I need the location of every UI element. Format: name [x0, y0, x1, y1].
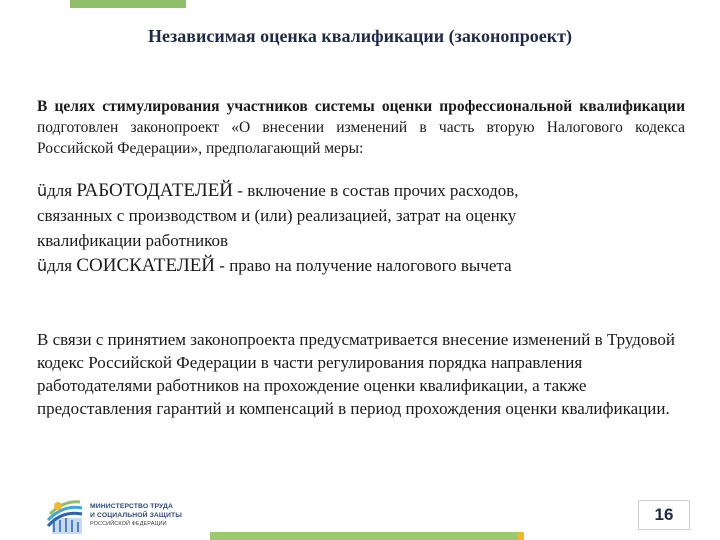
ministry-line1: МИНИСТЕРСТВО ТРУДА — [90, 503, 173, 510]
conclusion-paragraph: В связи с принятием законопроекта предусматривается внесение изменений в Трудовой кодекс Российской Федерации в части регулирования порядка направления работодателями работников на прохождение оценки квалификации, а также предоставления гарантий и компенсаций в период прохождения оценки квалификации. — [37, 330, 675, 418]
measure-employers-line3: квалификации работников — [37, 231, 229, 250]
measure-target: СОИСКАТЕЛЕЙ — [76, 255, 216, 276]
measures-list — [37, 178, 687, 278]
bottom-accent-bar — [210, 532, 518, 540]
checkmark-icon: ü — [37, 256, 48, 275]
ministry-line3: РОССИЙСКОЙ ФЕДЕРАЦИИ — [90, 521, 167, 527]
intro-lead: В целях стимулирования участников системы оценки профессиональной квалификации — [37, 98, 685, 115]
bottom-accent-marker — [518, 532, 524, 540]
measure-text: - право на получение налогового вычета — [215, 256, 512, 275]
measure-prefix: для — [47, 256, 77, 275]
top-accent-bar — [70, 0, 186, 8]
ministry-line2: И СОЦИАЛЬНОЙ ЗАЩИТЫ — [90, 512, 182, 519]
measure-text: - включение в состав прочих расходов, — [233, 181, 519, 200]
ministry-name — [90, 502, 230, 529]
measure-prefix: для — [47, 181, 77, 200]
page-number: 16 — [638, 500, 690, 530]
measure-employers-line2: связанных с производством и (или) реализацией, затрат на оценку — [37, 206, 517, 225]
intro-paragraph — [37, 96, 685, 159]
ministry-logo-icon — [44, 496, 86, 536]
measure-target: РАБОТОДАТЕЛЕЙ — [76, 180, 234, 201]
slide-title: Независимая оценка квалификации (законопроект) — [148, 26, 572, 46]
measure-employers — [37, 178, 687, 203]
intro-rest: подготовлен законопроект «О внесении изменений в часть вторую Налогового кодекса Российской Федерации», предполагающий меры: — [37, 119, 685, 157]
checkmark-icon: ü — [37, 181, 48, 200]
measure-applicants — [37, 253, 687, 278]
